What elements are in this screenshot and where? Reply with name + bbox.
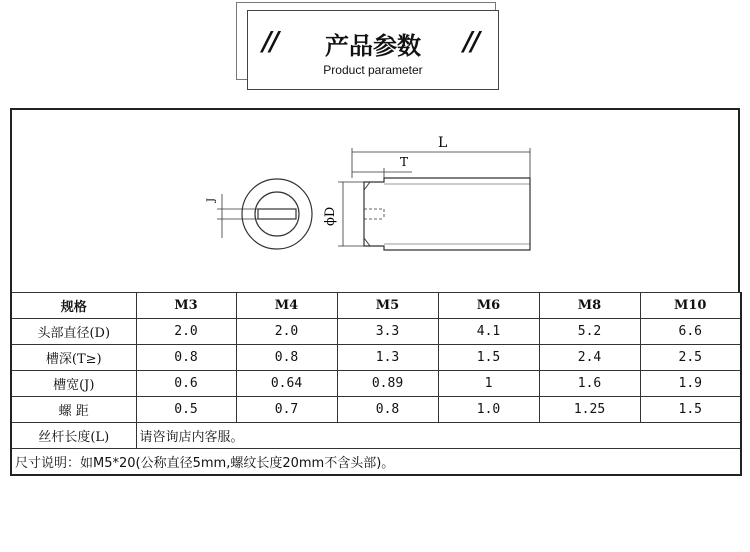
table-row [11,397,741,423]
size-note-cell: 尺寸说明：如M5*20(公称直径5mm,螺纹长度20mm不含头部)。 [11,449,741,476]
label-l: L [438,135,448,151]
screw-body-outline [364,178,530,250]
table-cell: 6.6 [640,319,741,345]
row-label: 头部直径(D) [11,319,136,345]
page-subtitle: Product parameter [323,63,423,77]
chamfer-bottom [364,238,370,246]
table-cell: 0.64 [236,371,337,397]
end-view-inner-circle [255,192,299,236]
table-cell: 0.8 [136,345,236,371]
row-label: 螺 距 [11,397,136,423]
table-cell: 4.1 [438,319,539,345]
screw-drawing-svg [12,110,742,294]
header-cell-spec: 规格 [11,293,136,319]
table-cell: 0.7 [236,397,337,423]
row-label: 丝杆长度(L) [11,423,136,449]
table-cell: 1.9 [640,371,741,397]
header-cell-size: M5 [337,293,438,319]
table-cell: 1.0 [438,397,539,423]
row-label: 槽深(T≥) [11,345,136,371]
table-row-note [11,449,741,476]
table-cell: 5.2 [539,319,640,345]
chamfer-top [364,182,370,190]
label-j: J [206,197,217,202]
header-cell-size: M4 [236,293,337,319]
header-cell-size: M6 [438,293,539,319]
header-cell-size: M3 [136,293,236,319]
side-view [338,148,530,250]
table-cell: 1.3 [337,345,438,371]
technical-drawing [10,108,740,292]
row-label: 槽宽(J) [11,371,136,397]
table-row [11,319,741,345]
slash-decoration-right: // [463,27,478,57]
table-cell: 0.6 [136,371,236,397]
end-view [217,179,312,249]
length-note-cell: 请咨询店内客服。 [136,423,741,449]
table-header-row [11,293,741,319]
table-cell: 0.5 [136,397,236,423]
table-cell: 2.0 [236,319,337,345]
page-title: 产品参数 [325,32,421,60]
header-cell-size: M10 [640,293,741,319]
table-cell: 1.6 [539,371,640,397]
table-cell: 0.8 [337,397,438,423]
table-row [11,345,741,371]
table-cell: 2.5 [640,345,741,371]
end-view-outer-circle [242,179,312,249]
header-cell-size: M8 [539,293,640,319]
table-cell: 2.4 [539,345,640,371]
label-t: T [400,155,409,169]
table-cell: 1.5 [438,345,539,371]
table-cell: 0.89 [337,371,438,397]
spec-table [10,292,742,476]
table-cell: 3.3 [337,319,438,345]
table-row-length [11,423,741,449]
header-frame [247,10,499,90]
end-view-slot [258,209,296,219]
table-cell: 1.5 [640,397,741,423]
table-cell: 1 [438,371,539,397]
table-cell: 2.0 [136,319,236,345]
table-cell: 0.8 [236,345,337,371]
table-cell: 1.25 [539,397,640,423]
table-row [11,371,741,397]
label-d: ϕD [323,206,338,226]
slash-decoration-left: // [262,27,277,57]
